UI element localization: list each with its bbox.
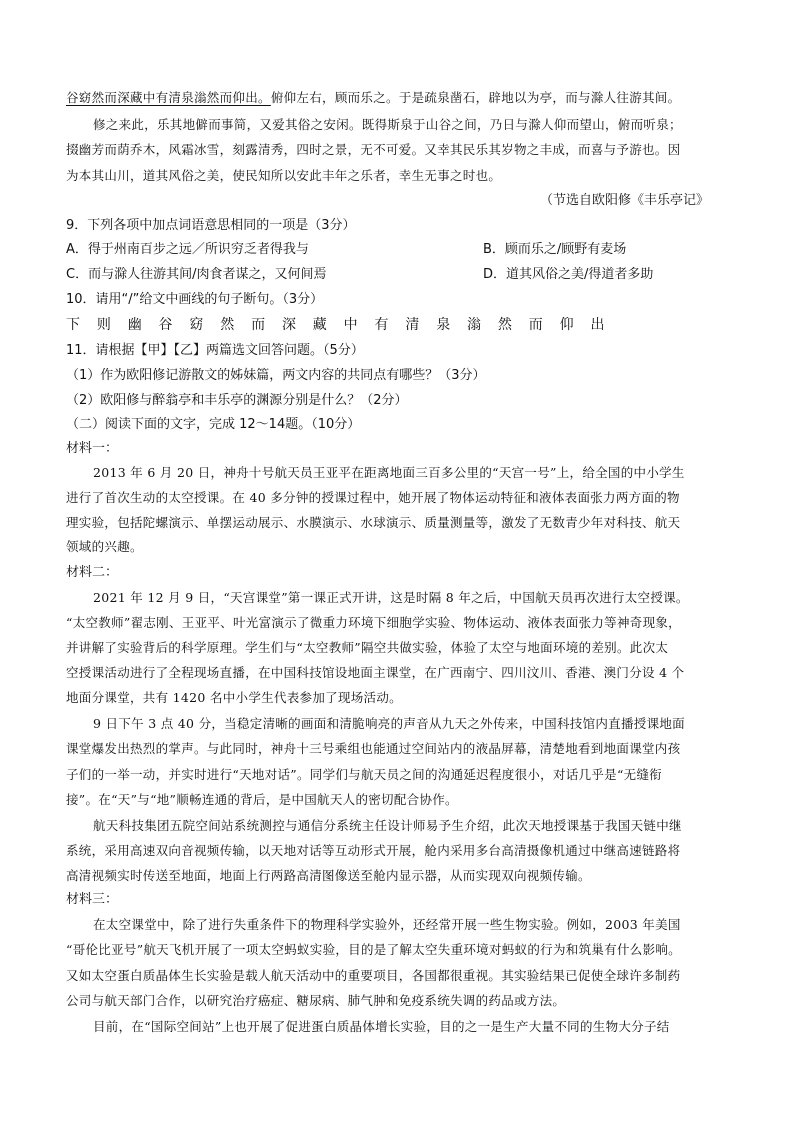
question-11: 11．请根据【甲】【乙】两篇选文回答问题。（5分） — [66, 343, 364, 358]
material-3-p1-line-1: 在太空课堂中，除了进行失重条件下的物理科学实验外，还经常开展一些生物实验。例如，2003 年美国 — [93, 917, 681, 932]
passage-line-1 — [66, 92, 680, 105]
option-9d: D．道其风俗之美/得道者多助 — [483, 267, 654, 282]
material-3-heading: 材料三： — [66, 892, 119, 907]
section-2-heading: （二）阅读下面的文字，完成 12～14题。（10分） — [66, 417, 361, 432]
material-2-p3-line-3: 高清视频实时传送至地面，地面上行两路高清图像送至舱内显示器，从而实现双向视频传输。 — [66, 868, 591, 883]
question-11-1: （1）作为欧阳修记游散文的姊妹篇，两文内容的共同点有哪些？（3分） — [66, 368, 486, 383]
material-3-p1-line-2: “哥伦比亚号”航天飞机开展了一项太空蚂蚁实验，目的是了解太空失重环境对蚂蚁的行为和筑巢有什么影响。 — [66, 942, 681, 957]
material-2-p2-line-4: 接”。在“天”与“地”顺畅连通的背后，是中国航天人的密切配合协作。 — [66, 792, 458, 807]
material-2-p2-line-2: 课堂爆发出热烈的掌声。与此同时，神舟十三号乘组也能通过空间站内的液晶屏幕，清楚地看到地面课堂内孩 — [66, 741, 681, 756]
material-3-p1-line-4: 公司与航天部门合作，以研究治疗癌症、糖尿病、肺气肿和免疫系统失调的药品或方法。 — [66, 993, 566, 1008]
passage-line-4: 为本其山川，道其风俗之美，使民知所以安此丰年之乐者，幸生无事之时也。 — [66, 168, 502, 183]
passage-line-1-rest: 俯仰左右，顾而乐之。于是疏泉凿石，辟地以为亭，而与滁人往游其间。 — [270, 90, 681, 105]
passage-line-2: 修之来此，乐其地僻而事简，又爱其俗之安闲。既得斯泉于山谷之间，乃日与滁人仰而望山，俯而听泉； — [93, 117, 682, 132]
material-2-p1-line-2: “太空教师”翟志刚、王亚平、叶光富演示了微重力环境下细胞学实验、物体运动、液体表面张力等神奇现象， — [66, 615, 681, 630]
question-9: 9．下列各项中加点词语意思相同的一项是（3分） — [66, 218, 356, 233]
question-11-2: （2）欧阳修与醉翁亭和丰乐亭的渊源分别是什么？（2分） — [66, 393, 408, 408]
material-2-heading: 材料二： — [66, 565, 119, 580]
material-2-p1-line-3: 并讲解了实验背后的科学原理。学生们与“太空教师”隔空共做实验，体验了太空与地面环境的差别。此次太 — [66, 640, 669, 655]
punctuation-sentence: 下 则 幽 谷 窈 然 而 深 藏 中 有 清 泉 滃 然 而 仰 出 — [66, 317, 611, 333]
material-1-heading: 材料一： — [66, 441, 119, 456]
option-9a: A．得于州南百步之远／所识穷乏者得我与 — [66, 242, 309, 257]
material-1-line-1: 2013 年 6 月 20 日，神舟十号航天员王亚平在距离地面三百多公里的“天宫一号”上，给全国的中小学生 — [93, 465, 685, 480]
material-2-p1-line-5: 地面分课堂，共有 1420 名中小学生代表参加了现场活动。 — [66, 690, 402, 705]
passage-source: （节选自欧阳修《丰乐亭记》 — [540, 193, 710, 208]
material-3-p2-line-1: 目前，在“国际空间站”上也开展了促进蛋白质晶体增长实验，目的之一是生产大量不同的生物大分子结 — [93, 1019, 670, 1034]
material-2-p2-line-3: 子们的一举一动，并实时进行“天地对话”。同学们与航天员之间的沟通延迟程度很小，对话几乎是“无缝衔 — [66, 767, 663, 782]
material-1-line-3: 理实验，包括陀螺演示、单摆运动展示、水膜演示、水球演示、质量测量等，激发了无数青少年对科技、航天 — [66, 515, 681, 530]
question-10: 10．请用“/”给文中画线的句子断句。（3分） — [66, 292, 324, 307]
material-1-line-4: 领域的兴趣。 — [66, 539, 143, 554]
material-2-p1-line-4: 空授课活动进行了全程现场直播，在中国科技馆设地面主课堂，在广西南宁、四川汶川、香港、澳门分设 4 个 — [66, 665, 685, 680]
option-9c: C．而与滁人往游其间/肉食者谋之，又何间焉 — [66, 267, 327, 282]
material-2-p1-line-1: 2021 年 12 月 9 日，“天宫课堂”第一课正式开讲，这是时隔 8 年之后，中国航天员再次进行太空授课。 — [93, 590, 689, 605]
underlined-sentence: 谷窈然而深藏中有清泉滃然而仰出。 — [66, 90, 271, 105]
option-9b: B．顾而乐之/顾野有麦场 — [483, 242, 627, 257]
material-2-p2-line-1: 9 日下午 3 点 40 分，当稳定清晰的画面和清脆响亮的声音从九天之外传来，中国科技馆内直播授课地面 — [93, 716, 685, 731]
material-1-line-2: 进行了首次生动的太空授课。在 40 多分钟的授课过程中，她开展了物体运动特征和液体表面张力两方面的物 — [66, 490, 680, 505]
material-2-p3-line-2: 系统，采用高速双向音视频传输，以天地对话等互动形式开展，舱内采用多台高清摄像机通过中继高速链路将 — [66, 843, 681, 858]
material-2-p3-line-1: 航天科技集团五院空间站系统测控与通信分系统主任设计师易予生介绍，此次天地授课基于我国天链中继 — [93, 818, 682, 833]
material-3-p1-line-3: 又如太空蛋白质晶体生长实验是载人航天活动中的重要项目，各国都很重视。其实验结果已促使全球许多制药 — [66, 968, 681, 983]
passage-line-3: 掇幽芳而荫乔木，风霜冰雪，刻露清秀，四时之景，无不可爱。又幸其民乐其岁物之丰成，而喜与予游也。因 — [66, 142, 681, 157]
